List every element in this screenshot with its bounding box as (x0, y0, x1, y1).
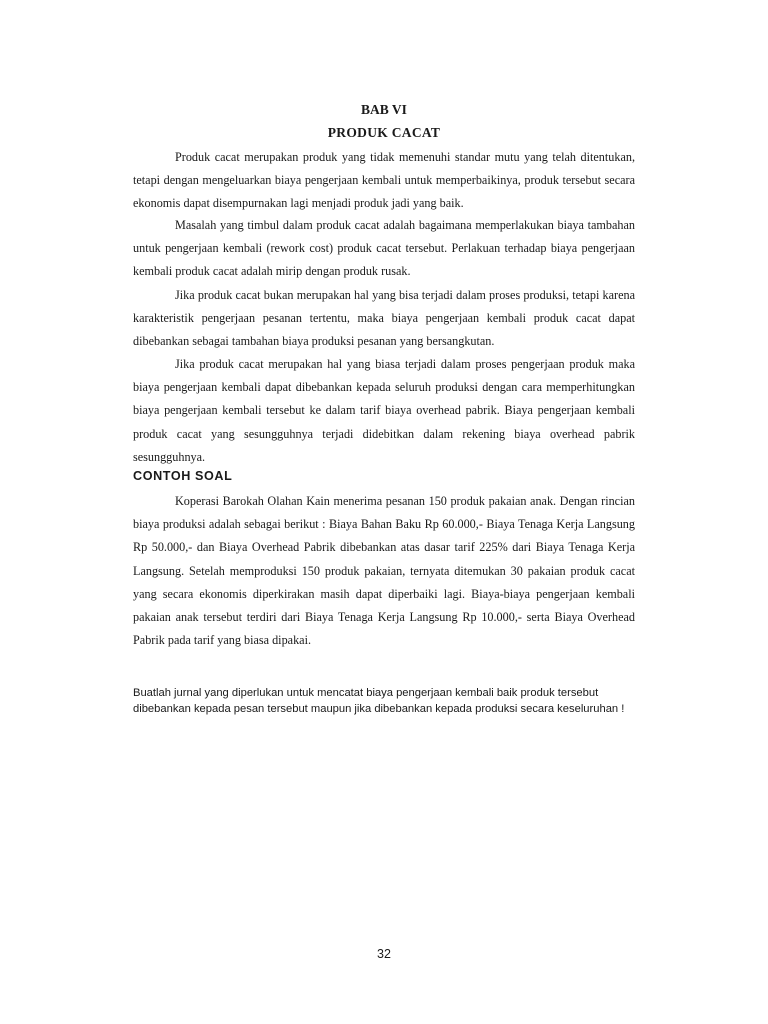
chapter-number: BAB VI (361, 102, 407, 117)
chapter-title: PRODUK CACAT (327, 125, 441, 140)
paragraph-all-production: Jika produk cacat merupakan hal yang biasa terjadi dalam proses pengerjaan produk maka biaya pengerjaan kembali dapat dibebankan kepada seluruh produksi dengan cara memperhitungkan biaya pengerjaan kembali tersebut ke dalam tarif biaya overhead pabrik. Biaya pengerjaan kembali produk cacat yang sesungguhnya terjadi didebitkan dalam rekening biaya overhead pabrik sesungguhnya. (133, 357, 635, 464)
paragraph-problem: Masalah yang timbul dalam produk cacat adalah bagaimana memperlakukan biaya tambahan untuk pengerjaan kembali (rework cost) produk cacat tersebut. Perlakuan terhadap biaya pengerjaan kembali produk cacat adalah mirip dengan produk rusak. (133, 218, 635, 279)
example-heading: CONTOH SOAL (133, 469, 233, 483)
paragraph-definition: Produk cacat merupakan produk yang tidak memenuhi standar mutu yang telah ditentukan, tetapi dengan mengeluarkan biaya pengerjaan kembali untuk memperbaikinya, produk tersebut secara ekonomis dapat disempurnakan lagi menjadi produk jadi yang baik. (133, 150, 635, 211)
page-number: 32 (377, 947, 391, 961)
paragraph-specific-order: Jika produk cacat bukan merupakan hal yang bisa terjadi dalam proses produksi, tetapi karena karakteristik pengerjaan pesanan tertentu, maka biaya pengerjaan kembali produk cacat dapat dibebankan sebagai tambahan biaya produksi pesanan yang bersangkutan. (133, 288, 635, 349)
example-paragraph: Koperasi Barokah Olahan Kain menerima pesanan 150 produk pakaian anak. Dengan rincian biaya produksi adalah sebagai berikut : Biaya Bahan Baku Rp 60.000,- Biaya Tenaga Kerja Langsung Rp 50.000,- dan Biaya Overhead Pabrik dibebankan atas dasar tarif 225% dari Biaya Tenaga Kerja Langsung. Setelah memproduksi 150 produk pakaian, ternyata ditemukan 30 pakaian produk cacat yang secara ekonomis diperkirakan masih dapat diperbaiki lagi. Biaya-biaya pengerjaan kembali pakaian anak tersebut terdiri dari Biaya Tenaga Kerja Langsung Rp 10.000,- serta Biaya Overhead Pabrik pada tarif yang biasa dipakai. (133, 494, 635, 648)
exercise-question: Buatlah jurnal yang diperlukan untuk mencatat biaya pengerjaan kembali baik produk tersebut dibebankan kepada pesan tersebut maupun jika dibebankan kepada produksi secara keseluruhan ! (133, 687, 625, 715)
